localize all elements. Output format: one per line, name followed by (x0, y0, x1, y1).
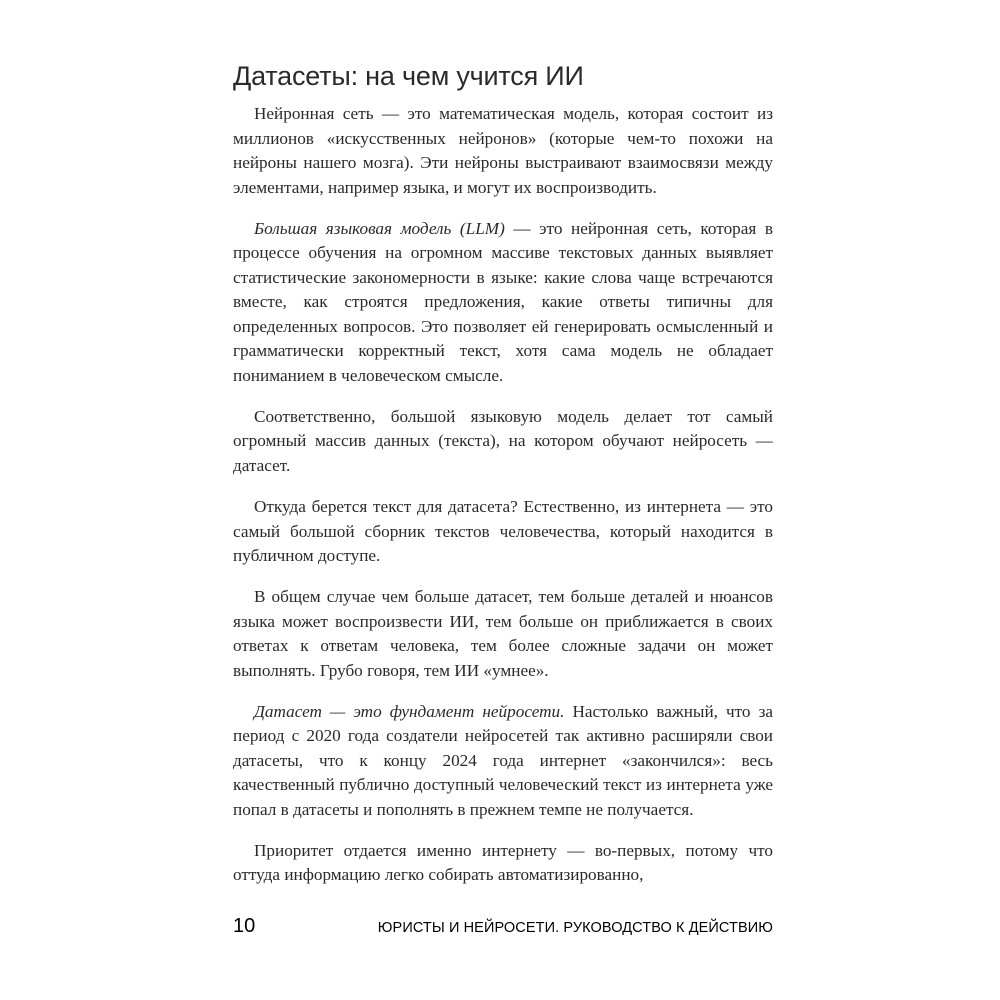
paragraph-text: Нейронная сеть — это математическая модель, которая состоит из миллионов «искусственных нейронов» (которые чем-то похожи на нейроны нашего мозга). Эти нейроны выстраивают взаимосвязи между элементами, например языка, и могут их воспроизводить. (233, 104, 773, 197)
paragraph-text: Соответственно, большой языковую модель делает тот самый огромный массив данных (текста), на котором обучают нейросеть — датасет. (233, 406, 773, 475)
page-number: 10 (233, 915, 256, 937)
paragraph-4 (233, 495, 773, 568)
paragraph-lead: Большая языковая модель (LLM) (254, 219, 505, 239)
paragraph-text: Приоритет отдается именно интернету — во-первых, потому что оттуда информацию легко собирать автоматизированно, (233, 841, 773, 885)
section-heading: Датасеты: на чем учится ИИ (233, 61, 584, 91)
paragraph-lead: Датасет — это фундамент нейросети. (254, 701, 565, 721)
body-text (233, 102, 773, 887)
paragraph-5 (233, 585, 773, 683)
paragraph-text: — это нейронная сеть, которая в процессе обучения на огромном массиве текстовых данных выявляет статистические закономерности в языке: какие слова чаще встречаются вместе, как строятся предложения, какие ответы типичны для определенных вопросов. Это позволяет ей генерировать осмысленный и грамматически корректный текст, хотя сама модель не обладает пониманием в человеческом смысле. (233, 219, 773, 385)
paragraph-text: Настолько важный, что за период с 2020 года создатели нейросетей так активно расширяли свои датасеты, что к концу 2024 года интернет «закончился»: весь качественный публично доступный человеческий текст из интернета уже попал в датасеты и пополнять в прежнем темпе не получается. (233, 701, 773, 819)
paragraph-text: В общем случае чем больше датасет, тем больше деталей и нюансов языка может воспроизвести ИИ, тем больше он приближается в своих ответах к ответам человека, тем более сложные задачи он может выполнять. Грубо говоря, тем ИИ «умнее». (233, 587, 773, 680)
paragraph-7 (233, 839, 773, 888)
book-page (233, 58, 773, 948)
paragraph-6 (233, 700, 773, 822)
running-title: ЮРИСТЫ И НЕЙРОСЕТИ. РУКОВОДСТВО К ДЕЙСТВИЮ (377, 920, 773, 936)
paragraph-1 (233, 102, 773, 200)
paragraph-3 (233, 405, 773, 478)
paragraph-2 (233, 217, 773, 388)
paragraph-text: Откуда берется текст для датасета? Естественно, из интернета — это самый большой сборник текстов человечества, который находится в публичном доступе. (233, 497, 773, 565)
page-footer (233, 915, 773, 938)
